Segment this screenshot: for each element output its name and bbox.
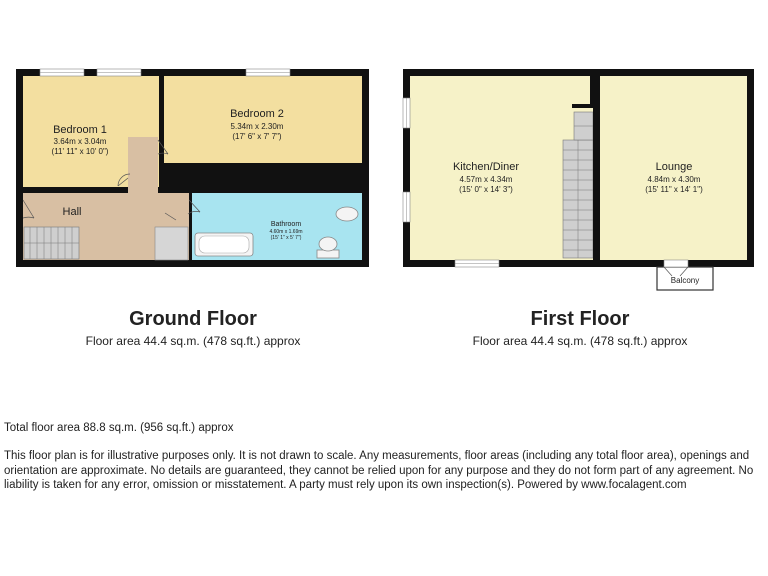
bedroom-2-dim-metric: 5.34m x 2.30m [230,122,284,131]
lounge-dim-imperial: (15' 11" x 14' 1") [645,185,703,194]
hall-staircase [24,227,79,259]
hall-label: Hall [62,206,82,218]
landing-wall [590,76,600,108]
bedroom-1-dim-metric: 3.64m x 3.04m [53,137,107,146]
lounge-dim-metric: 4.84m x 4.30m [647,175,701,184]
bedroom-2-label: Bedroom 2 [230,108,284,120]
bathroom-sink [336,207,358,221]
lounge-label: Lounge [655,161,693,173]
disclaimer-text: This floor plan is for illustrative purposes only. It is not drawn to scale. Any measurements, floor areas (including any total floor area), openings and orientation are approximate. No details are guaranteed, they cannot be relied upon for any purpose and they do not form part of any agreement. No liability is taken for any error, omission or misstatement. A party must rely upon its own inspection(s). Powered by www.focalagent.com [4,450,754,491]
ground-floor-title: Ground Floor [129,308,257,330]
bathroom-dim-metric: 4.60m x 1.69m [269,229,303,235]
bedroom-1-label: Bedroom 1 [53,124,107,136]
balcony-label: Balcony [670,276,700,285]
bathroom-dim-imperial: (15' 1" x 5' 7") [270,235,302,241]
bedroom-1-dim-imperial: (11' 11" x 10' 0") [51,147,109,156]
bathroom-label: Bathroom [270,221,302,228]
bedroom-2-dim-imperial: (17' 6" x 7' 7") [232,132,282,141]
first-floor-plan [403,69,754,290]
ground-floor-area: Floor area 44.4 sq.m. (478 sq.ft.) approx [85,334,301,348]
ground-floor-plan [16,69,369,267]
kitchen-diner-label: Kitchen/Diner [452,161,520,173]
first-floor-title: First Floor [530,308,630,330]
bathroom-toilet [317,237,339,258]
first-floor-area: Floor area 44.4 sq.m. (478 sq.ft.) approx [472,334,688,348]
kitchen-diner-dim-metric: 4.57m x 4.34m [459,175,513,184]
hall-corridor-area [128,137,158,195]
kitchen-diner-dim-imperial: (15' 0" x 14' 3") [459,185,513,194]
hall-cupboard [155,227,188,260]
total-floor-area: Total floor area 88.8 sq.m. (956 sq.ft.) approx [4,422,234,434]
